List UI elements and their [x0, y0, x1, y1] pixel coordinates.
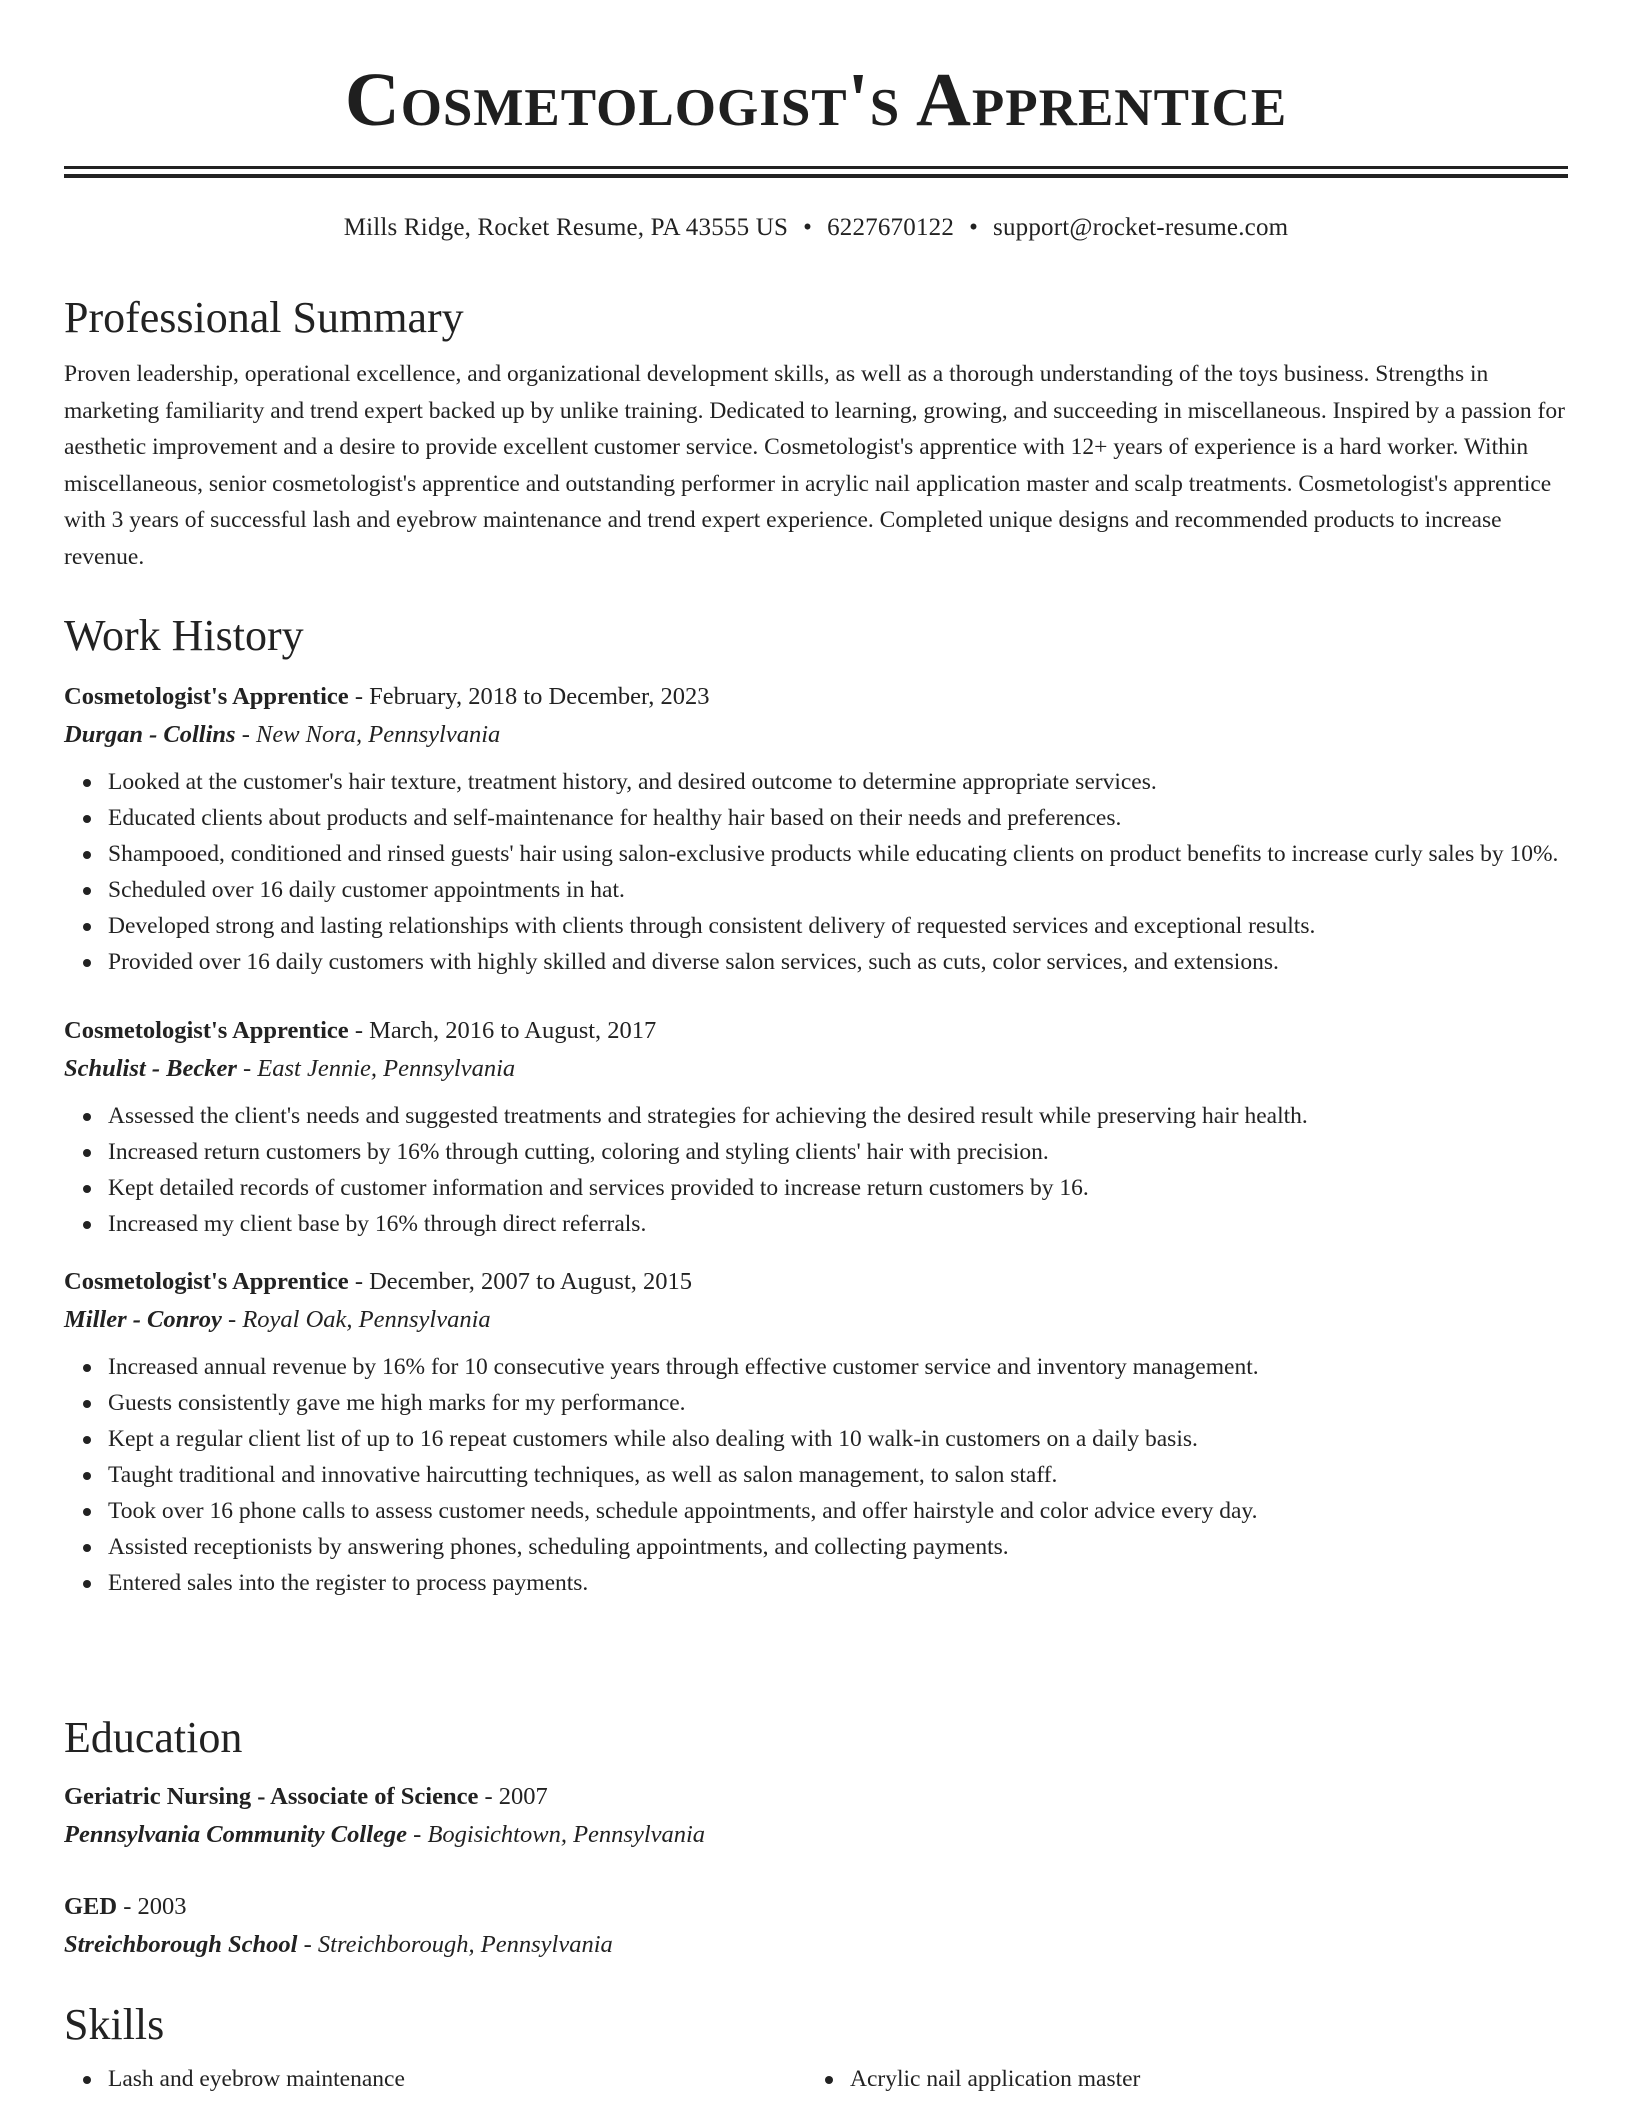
job-title: Cosmetologist's Apprentice	[64, 683, 349, 710]
job-entry	[64, 678, 1568, 980]
job-bullet: Took over 16 phone calls to assess customer needs, schedule appointments, and offer hairstyle and color advice every day.	[108, 1493, 1568, 1529]
education-school: Pennsylvania Community College	[64, 1821, 408, 1848]
skills-list	[64, 2061, 806, 2097]
job-company: Miller - Conroy	[64, 1306, 222, 1333]
education-entry	[64, 1888, 1568, 1964]
job-location: East Jennie, Pennsylvania	[257, 1055, 516, 1082]
job-bullet: Entered sales into the register to process payments.	[108, 1565, 1568, 1601]
job-location: Royal Oak, Pennsylvania	[242, 1306, 491, 1333]
contact-separator: •	[969, 214, 979, 241]
job-bullet: Increased annual revenue by 16% for 10 consecutive years through effective customer service and inventory management.	[108, 1349, 1568, 1385]
work-history-section	[64, 611, 1568, 1601]
job-company-line: Schulist - Becker - East Jennie, Pennsylvania	[64, 1055, 516, 1082]
skills-heading: Skills	[64, 2000, 165, 2049]
job-bullet: Shampooed, conditioned and rinsed guests' hair using salon-exclusive products while educating clients on product benefits to increase curly sales by 10%.	[108, 836, 1568, 872]
education-heading: Education	[64, 1713, 243, 1762]
job-bullet: Increased return customers by 16% through cutting, coloring and styling clients' hair with precision.	[108, 1134, 1568, 1170]
education-school-line: Pennsylvania Community College - Bogisichtown, Pennsylvania	[64, 1821, 706, 1848]
education-school: Streichborough School	[64, 1931, 298, 1958]
education-degree: Geriatric Nursing - Associate of Science	[64, 1783, 479, 1810]
summary-text: Proven leadership, operational excellence, and organizational development skills, as well as a thorough understanding of the toys business. Strengths in marketing familiarity and trend expert backed up by unlike training. Dedicated to learning, growing, and succeeding in miscellaneous. Inspired by a passion for aesthetic improvement and a desire to provide excellent customer service. Cosmetologist's apprentice with 12+ years of experience is a hard worker. Within miscellaneous, senior cosmetologist's apprentice and outstanding performer in acrylic nail application master and scalp treatments. Cosmetologist's apprentice with 3 years of successful lash and eyebrow maintenance and trend expert experience. Completed unique designs and recommended products to increase revenue.	[64, 361, 1565, 570]
contact-line	[64, 214, 1568, 242]
job-bullet: Assessed the client's needs and suggested treatments and strategies for achieving the desired result while preserving hair health.	[108, 1098, 1568, 1134]
resume-name: Cosmetologist's Apprentice	[344, 58, 1288, 142]
work-history-heading: Work History	[64, 611, 304, 660]
header-divider	[64, 166, 1568, 178]
contact-phone: 6227670122	[827, 214, 955, 241]
job-bullet: Taught traditional and innovative haircutting techniques, as well as salon management, to salon staff.	[108, 1457, 1568, 1493]
job-bullets	[64, 764, 1568, 980]
education-school-line: Streichborough School - Streichborough, Pennsylvania	[64, 1931, 613, 1958]
job-bullet: Kept detailed records of customer information and services provided to increase return customers by 16.	[108, 1170, 1568, 1206]
job-bullet: Provided over 16 daily customers with highly skilled and diverse salon services, such as cuts, color services, and extensions.	[108, 944, 1568, 980]
job-dates: February, 2018 to December, 2023	[369, 683, 710, 710]
contact-email: support@rocket-resume.com	[993, 214, 1289, 241]
education-year: 2003	[137, 1893, 187, 1920]
job-bullet: Educated clients about products and self-maintenance for healthy hair based on their needs and preferences.	[108, 800, 1568, 836]
job-company-line: Durgan - Collins - New Nora, Pennsylvania	[64, 721, 501, 748]
job-title-line: Cosmetologist's Apprentice - February, 2018 to December, 2023	[64, 683, 710, 710]
job-company: Schulist - Becker	[64, 1055, 237, 1082]
job-title: Cosmetologist's Apprentice	[64, 1268, 349, 1295]
skills-list	[806, 2061, 1548, 2097]
job-location: New Nora, Pennsylvania	[255, 721, 501, 748]
contact-separator: •	[803, 214, 813, 241]
education-degree-line: Geriatric Nursing - Associate of Science - 2007	[64, 1783, 548, 1810]
job-bullets	[64, 1098, 1568, 1242]
education-degree-line: GED - 2003	[64, 1893, 187, 1920]
skill-item: Acrylic nail application master	[850, 2061, 1548, 2097]
job-entry	[64, 1012, 1568, 1242]
job-bullet: Guests consistently gave me high marks for my performance.	[108, 1385, 1568, 1421]
job-company-line: Miller - Conroy - Royal Oak, Pennsylvania	[64, 1306, 491, 1333]
skills-column-right	[806, 2061, 1548, 2097]
education-section	[64, 1713, 1568, 1964]
skills-column-left	[64, 2061, 806, 2097]
job-bullet: Kept a regular client list of up to 16 repeat customers while also dealing with 10 walk-in customers on a daily basis.	[108, 1421, 1568, 1457]
education-year: 2007	[498, 1783, 548, 1810]
skill-item: Lash and eyebrow maintenance	[108, 2061, 806, 2097]
job-entry	[64, 1263, 1568, 1601]
job-dates: December, 2007 to August, 2015	[369, 1268, 693, 1295]
job-bullets	[64, 1349, 1568, 1601]
job-bullet: Assisted receptionists by answering phones, scheduling appointments, and collecting payments.	[108, 1529, 1568, 1565]
job-bullet: Developed strong and lasting relationships with clients through consistent delivery of requested services and exceptional results.	[108, 908, 1568, 944]
job-title-line: Cosmetologist's Apprentice - March, 2016 to August, 2017	[64, 1017, 657, 1044]
contact-address: Mills Ridge, Rocket Resume, PA 43555 US	[343, 214, 789, 241]
education-degree: GED	[64, 1893, 118, 1920]
skills-section	[64, 2000, 1568, 2097]
job-bullet: Increased my client base by 16% through direct referrals.	[108, 1206, 1568, 1242]
resume-page	[64, 0, 1568, 2092]
summary-section	[64, 293, 1568, 575]
job-dates: March, 2016 to August, 2017	[369, 1017, 657, 1044]
education-entry	[64, 1778, 1568, 1854]
job-bullet: Looked at the customer's hair texture, treatment history, and desired outcome to determine appropriate services.	[108, 764, 1568, 800]
summary-heading: Professional Summary	[64, 293, 464, 342]
job-title-line: Cosmetologist's Apprentice - December, 2007 to August, 2015	[64, 1268, 693, 1295]
education-location: Streichborough, Pennsylvania	[317, 1931, 613, 1958]
job-bullet: Scheduled over 16 daily customer appointments in hat.	[108, 872, 1568, 908]
job-company: Durgan - Collins	[64, 721, 236, 748]
skills-grid	[64, 2061, 1568, 2097]
education-location: Bogisichtown, Pennsylvania	[427, 1821, 706, 1848]
job-title: Cosmetologist's Apprentice	[64, 1017, 349, 1044]
